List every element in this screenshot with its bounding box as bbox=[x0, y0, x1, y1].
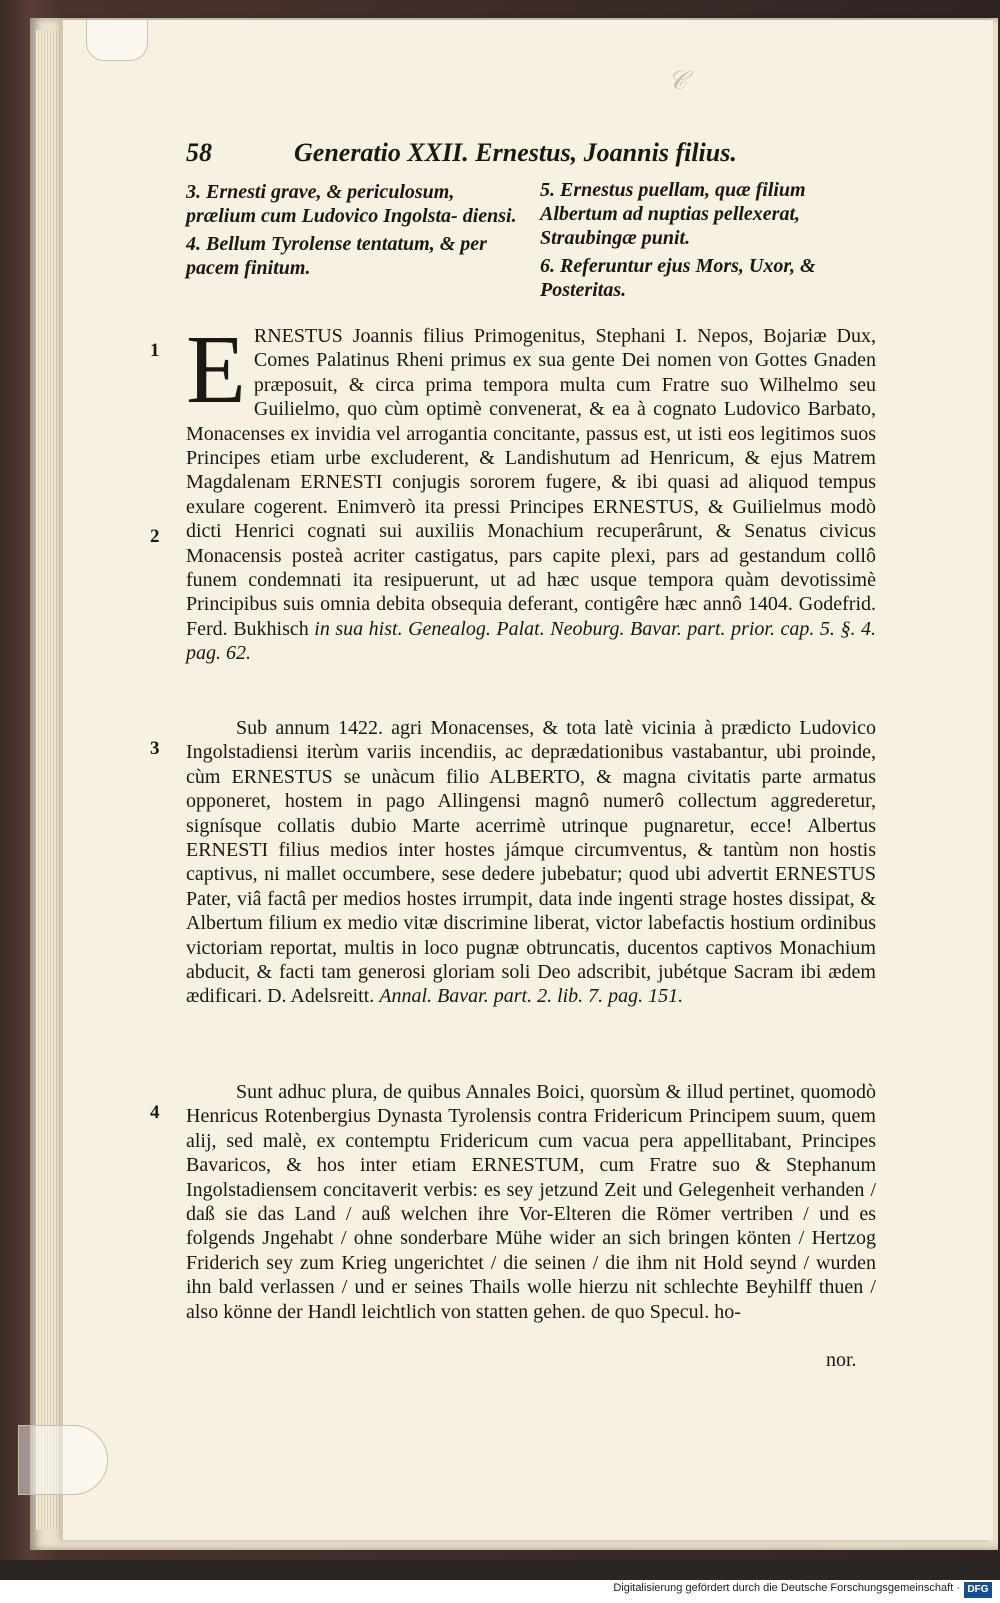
pencil-mark: 𝒞 bbox=[668, 66, 687, 96]
paragraph-text: Sub annum 1422. agri Monacenses, & tota latè vicinia à prædicto Ludovico Ingolstadiensi iterùm variis incendiis, ac deprædationibus vastabantur, ubi proinde, cùm ERNESTUS se unàcum filio ALBERTO, & magna civitatis parte armatus opponeret, hostem in pago Allingensi magnô numerô collectum aggrederetur, signísque collatis dubio Marte acerrimè utrinque pugnaretur, ecce! Albertus ERNESTI filius medios inter hostes jámque circumventus, & tantùm non hostis captivus, ni mallet occumbere, sese dedere jubebatur; quod ubi advertit ERNESTUS Pater, viâ factâ per medios hostes irrumpit, data inde ingenti strage hostes dissipat, & Albertum filium ex medio vitæ discrimine liberat, victor labefactis hostium ordinibus victoriam reportat, multis in loco pugnæ obtruncatis, ducentos captivos Monachium abducit, & facti tam generosi gloriam soli Deo adscribit, jubétque Sacram ibi ædem ædificari. D. Adelsreitt. bbox=[186, 717, 876, 1008]
dfg-logo: DFG bbox=[964, 1582, 992, 1598]
summary-item: 6. Referuntur ejus Mors, Uxor, & Posteritas. bbox=[540, 255, 816, 301]
margin-number: 2 bbox=[150, 526, 160, 547]
margin-number: 4 bbox=[150, 1102, 160, 1123]
catchword: nor. bbox=[826, 1349, 857, 1371]
bookmark-tab-bottom bbox=[18, 1425, 108, 1495]
paragraph-text: RNESTUS Joannis filius Primogenitus, Stephani I. Nepos, Bojariæ Dux, Comes Palatinus Rheni primus ex sua gente Dei nomen von Gottes Gnaden præposuit, & circa prima tempora multa cum Fratre suo Wilhelmo seu Guilielmo, quo cùm optimè convenerat, & ea à cognato Ludovico Barbato, Monacenses ex invidia vel arrogantia concitante, passus est, ut isti eos legitimos suos Principes etiam urbe excluderent, & Landishutum ad Henricum, & ejus Matrem Magdalenam ERNESTI conjugis sororem fugere, & ibi quasi ad aliquod tempus exulare cogerent. Enimverò ita pressi Principes ERNESTUS, & Guilielmus modò dicti Henrici cognati sui auxiliis Monachium recuperârunt, & Senatus civicus Monacensis posteà acriter castigatus, pars capite plexi, pars ad gestandum collô funem condemnati ita resipuerunt, ut ad hæc usque tempora quàm devotissimè Principibus suis omnia debita obsequia deferant, contigêre hæc annô 1404. Godefrid. Ferd. Bukhisch bbox=[186, 325, 876, 640]
running-header bbox=[186, 138, 786, 174]
bookmark-tab-top bbox=[86, 20, 148, 61]
paragraph-1 bbox=[186, 316, 876, 666]
summary-item: 4. Bellum Tyrolense tentatum, & per pacem finitum. bbox=[186, 233, 487, 279]
running-title: Generatio XXII. Ernestus, Joannis filius. bbox=[294, 138, 737, 167]
paragraph-text: Sunt adhuc plura, de quibus Annales Boici, quorsùm & illud pertinet, quomodò Henricus Rotenbergius Dynasta Tyrolensis contra Fridericum Principem suum, quem alij, sed malè, ex contemptu Fridericum cum vacua pera appellitabant, Principes Bavaricos, & hos inter etiam ERNESTUM, cum Fratre suo & Stephanum Ingolstadiensem concitaverit verbis: es sey jetzund Zeit und Gelegenheit verhanden / daß sie das Land / auß welchen ihre Vor-Elteren die Römer vertriben / und es folgends Jngehabt / ohne sonderbare Mühe wider an sich bringen könten / Hertzog Friderich sey zum Krieg ungerichtet / die seinen / die ihm nit Hold seynd / wurden ihn bald verlassen / und er seines Thails wolle hierzu nit schlechte Beyhilff thuen / also könne der Handl leichtlich von statten gehen. de quo Specul. ho- bbox=[186, 1081, 876, 1323]
citation: in sua hist. Genealog. Palat. Neoburg. Bavar. part. prior. cap. 5. §. 4. pag. 62. bbox=[186, 617, 876, 665]
footer-credit: Digitalisierung gefördert durch die Deutsche Forschungsgemeinschaft · bbox=[613, 1582, 960, 1594]
page-number: 58 bbox=[186, 138, 212, 167]
summary-item: 5. Ernestus puellam, quæ filium Albertum ad nuptias pellexerat, Straubingæ punit. bbox=[540, 179, 806, 249]
citation: Annal. Bavar. part. 2. lib. 7. pag. 151. bbox=[379, 985, 684, 1008]
summary-left-column bbox=[186, 180, 526, 284]
paragraph-2 bbox=[186, 716, 876, 1009]
footer-bar bbox=[0, 1580, 1000, 1603]
drop-cap: E bbox=[186, 316, 246, 424]
page-edges bbox=[36, 30, 62, 1530]
margin-number: 1 bbox=[150, 340, 160, 361]
paragraph-3 bbox=[186, 1080, 876, 1324]
margin-number: 3 bbox=[150, 738, 160, 759]
summary-item: 3. Ernesti grave, & periculosum, prælium cum Ludovico Ingolsta- diensi. bbox=[186, 181, 517, 227]
summary-right-column bbox=[540, 178, 885, 306]
